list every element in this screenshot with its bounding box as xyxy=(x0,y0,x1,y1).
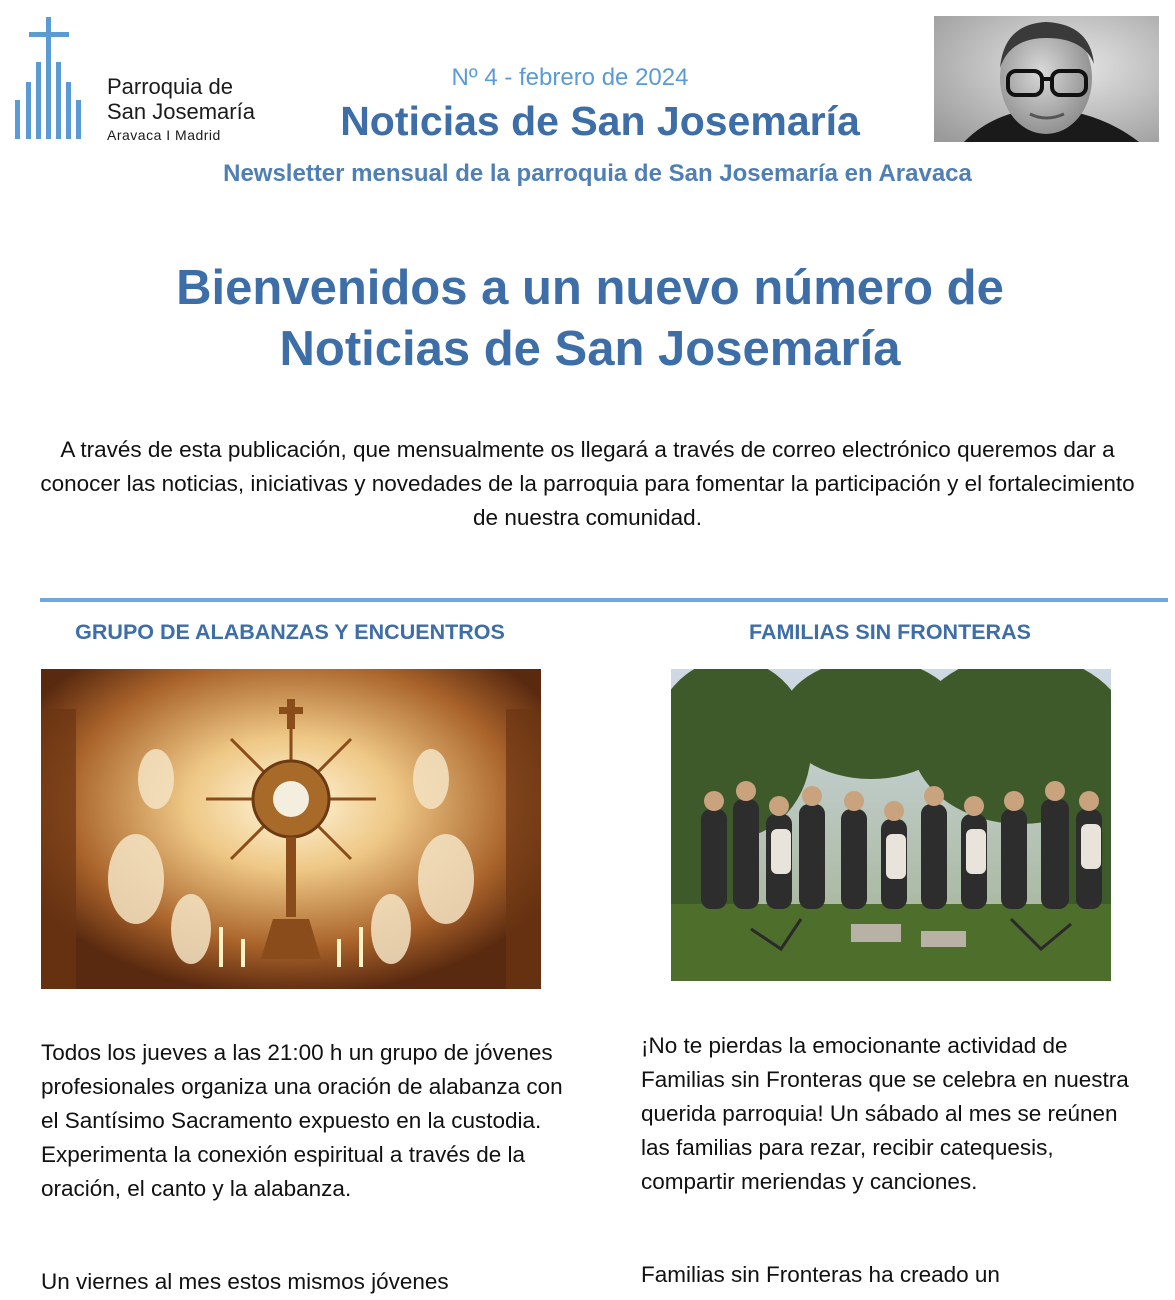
logo-line-1: Parroquia de xyxy=(107,74,233,99)
portrait-photo xyxy=(934,16,1159,142)
logo-line-2: San Josemaría xyxy=(107,99,255,124)
welcome-heading-line-1: Bienvenidos a un nuevo número de xyxy=(176,261,1004,315)
newsletter-title: Noticias de San Josemaría xyxy=(340,98,860,144)
cross-logo-icon xyxy=(10,15,105,145)
issue-number: Nº 4 - febrero de 2024 xyxy=(451,64,689,91)
alabanzas-paragraph-1: Todos los jueves a las 21:00 h un grupo de jóvenes profesionales organiza una oración de alabanza con el Santísimo Sacramento expuesto en la custodia. Experimenta la conexión espiritual a través de la oración, el canto y la alabanza. xyxy=(41,1040,563,1201)
families-group-photo xyxy=(671,669,1111,981)
section-divider xyxy=(40,598,1168,602)
newsletter-subtitle: Newsletter mensual de la parroquia de San Josemaría en Aravaca xyxy=(223,160,972,187)
parish-logo xyxy=(10,15,290,145)
familias-paragraph-1: ¡No te pierdas la emocionante actividad de Familias sin Fronteras que se celebra en nuestra querida parroquia! Un sábado al mes se reúnen las familias para rezar, recibir catequesis, compartir meriendas y canciones. xyxy=(641,1033,1129,1194)
section-title-alabanzas: GRUPO DE ALABANZAS Y ENCUENTROS xyxy=(75,620,505,644)
intro-paragraph: A través de esta publicación, que mensualmente os llegará a través de correo electrónico queremos dar a conocer las noticias, iniciativas y novedades de la parroquia para fomentar la participación y el fortalecimiento de nuestra comunidad. xyxy=(40,437,1135,530)
section-title-familias: FAMILIAS SIN FRONTERAS xyxy=(749,620,1031,644)
welcome-heading xyxy=(40,258,1140,380)
familias-paragraph-2: Familias sin Fronteras ha creado un xyxy=(641,1262,1000,1287)
welcome-heading-line-2: Noticias de San Josemaría xyxy=(279,322,901,376)
logo-line-3: Aravaca I Madrid xyxy=(107,127,221,143)
monstrance-illustration xyxy=(41,669,541,989)
alabanzas-paragraph-2: Un viernes al mes estos mismos jóvenes xyxy=(41,1269,449,1294)
